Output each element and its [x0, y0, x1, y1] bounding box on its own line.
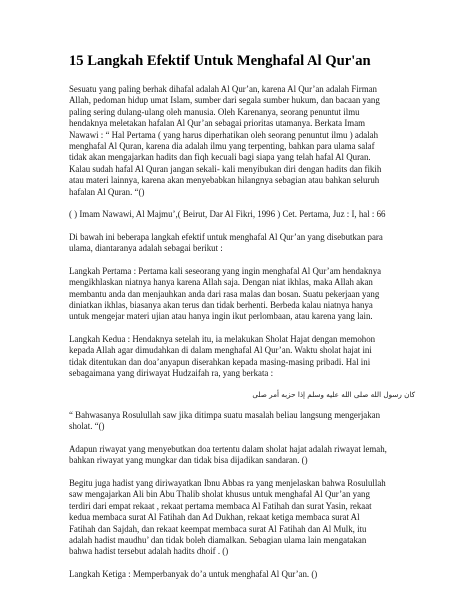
text-line: Langkah Ketiga : Memperbanyak do’a untuk menghafal Al Qur’an. () [69, 568, 318, 579]
text-line: Langkah Pertama : Pertama kali seseorang yang ingin menghafal Al Qur’am hendaknya [69, 265, 382, 276]
document-body [69, 84, 415, 592]
text-line: ulama, diantaranya adalah sebagai berikut : [69, 243, 223, 254]
text-line: sebagaimana yang diriwayat Hudzaifah ra, yang berkata : [69, 368, 274, 379]
text-line: Nawawi : “ Hal Pertama ( yang harus diperhatikan oleh seorang penuntut ilmu ) adalah [69, 129, 379, 140]
text-line: Kalau sudah hafal Al Quran jangan sekali- kali menyibukan diri dengan hadits dan fikih [69, 163, 382, 174]
text-line: Adapun riwayat yang menyebutkan doa tertentu dalam sholat hajat adalah riwayat lemah, [69, 443, 387, 454]
paragraph-intro [69, 84, 415, 198]
document-title: 15 Langkah Efektif Untuk Menghafal Al Qur'an [69, 53, 371, 69]
text-line: Sesuatu yang paling berhak dihafal adalah Al Qur’an, karena Al Qur’an adalah Firman [69, 84, 377, 94]
text-line: membantu anda dan menjauhkan anda dari rasa malas dan bosan. Suatu pekerjaan yang [69, 288, 380, 299]
text-line: hafalan Al Quran. “() [69, 186, 145, 197]
text-line: sholat. “() [69, 421, 105, 432]
paragraph-introduction-steps [69, 232, 415, 255]
paragraph-hadith-translation [69, 410, 415, 433]
text-line: untuk mengejar materi ujian atau hanya ingin ikut perlombaan, atau karena yang lain. [69, 311, 373, 322]
text-line: saw mengajarkan Ali bin Abu Thalib sholat khusus untuk menghafal Al Qur’an yang [69, 489, 370, 500]
text-line: atau materi lainnya, karena akan menyebabkan hilangnya sebagian atau bahkan seluruh [69, 175, 380, 186]
text-line: Fatihah dan Sajdah, dan rekaat keempat membaca surat Al Fatihah dan Al Mulk, itu [69, 523, 367, 534]
text-line: mengikhlaskan niatnya hanya karena Allah saja. Dengan niat ikhlas, maka Allah akan [69, 277, 373, 288]
text-line: hendaknya meletakan hafalan Al Qur’an sebagai prioritas utamanya. Berkata Imam [69, 118, 366, 129]
paragraph-step-3 [69, 569, 415, 580]
text-line: menghafal Al Quran, karena dia adalah ilmu yang terpenting, bahkan para ulama salaf [69, 141, 375, 152]
text-line: kepada Allah agar dimudahkan di dalam menghafal Al Qur’an. Waktu sholat hajat ini [69, 345, 372, 356]
text-line: Langkah Kedua : Hendaknya setelah itu, ia melakukan Sholat Hajat dengan memohon [69, 334, 376, 345]
paragraph-weak-narration [69, 444, 415, 467]
text-line: “ Bahwasanya Rosulullah saw jika ditimpa suatu masalah beliau langsung mengerjakan [69, 409, 381, 420]
paragraph-step-2 [69, 334, 415, 380]
text-line: adalah hadist maudhu’ dan tidak boleh diamalkan. Sebagian ulama lain mengatakan [69, 534, 367, 545]
paragraph-step-1 [69, 266, 415, 323]
text-line: ( ) Imam Nawawi, Al Majmu’,( Beirut, Dar Al Fikri, 1996 ) Cet. Pertama, Juz : I, hal : 66 [69, 209, 386, 220]
arabic-hadith-quote: كان رسول الله صلى الله عليه وسلم إذا حزبه أمر صلى [252, 389, 415, 399]
paragraph-citation [69, 209, 415, 220]
text-line: bahkan riwayat yang mungkar dan tidak bisa dijadikan sandaran. () [69, 455, 308, 466]
text-line: terdiri dari empat rekaat , rekaat pertama membaca Al Fatihah dan surat Yasin, rekaat [69, 500, 372, 511]
text-line: paling sering dulang-ulang oleh manusia. Oleh Karenanya, seorang penuntut ilmu [69, 106, 360, 117]
text-line: Begitu juga hadist yang diriwayatkan Ibnu Abbas ra yang menjelaskan bahwa Rosulullah [69, 477, 386, 488]
text-line: tidak ditentukan dan doa’anyapun diserahkan kepada masing-masing pribadi. Hal ini [69, 356, 371, 367]
text-line: diniatkan ikhlas, biasanya akan terus dan tidak berhenti. Berbeda kalau niatnya hanya [69, 300, 373, 311]
text-line: tidak akan mengajarkan hadits dan fiqh kecuali bagi siapa yang telah hafal Al Quran. [69, 152, 371, 163]
text-line: Allah, pedoman hidup umat Islam, sumber dari segala sumber hukum, dan bacaan yang [69, 95, 380, 106]
text-line: Di bawah ini beberapa langkah efektif untuk menghafal Al Qur’an yang disebutkan para [69, 231, 383, 242]
text-line: kedua membaca surat Al Fatihah dan Ad Dukhan, rekaat ketiga membaca surat Al [69, 512, 360, 523]
text-line: bahwa hadist tersebut adalah hadits dhoif . () [69, 546, 229, 557]
paragraph-ibnu-abbas [69, 478, 415, 558]
